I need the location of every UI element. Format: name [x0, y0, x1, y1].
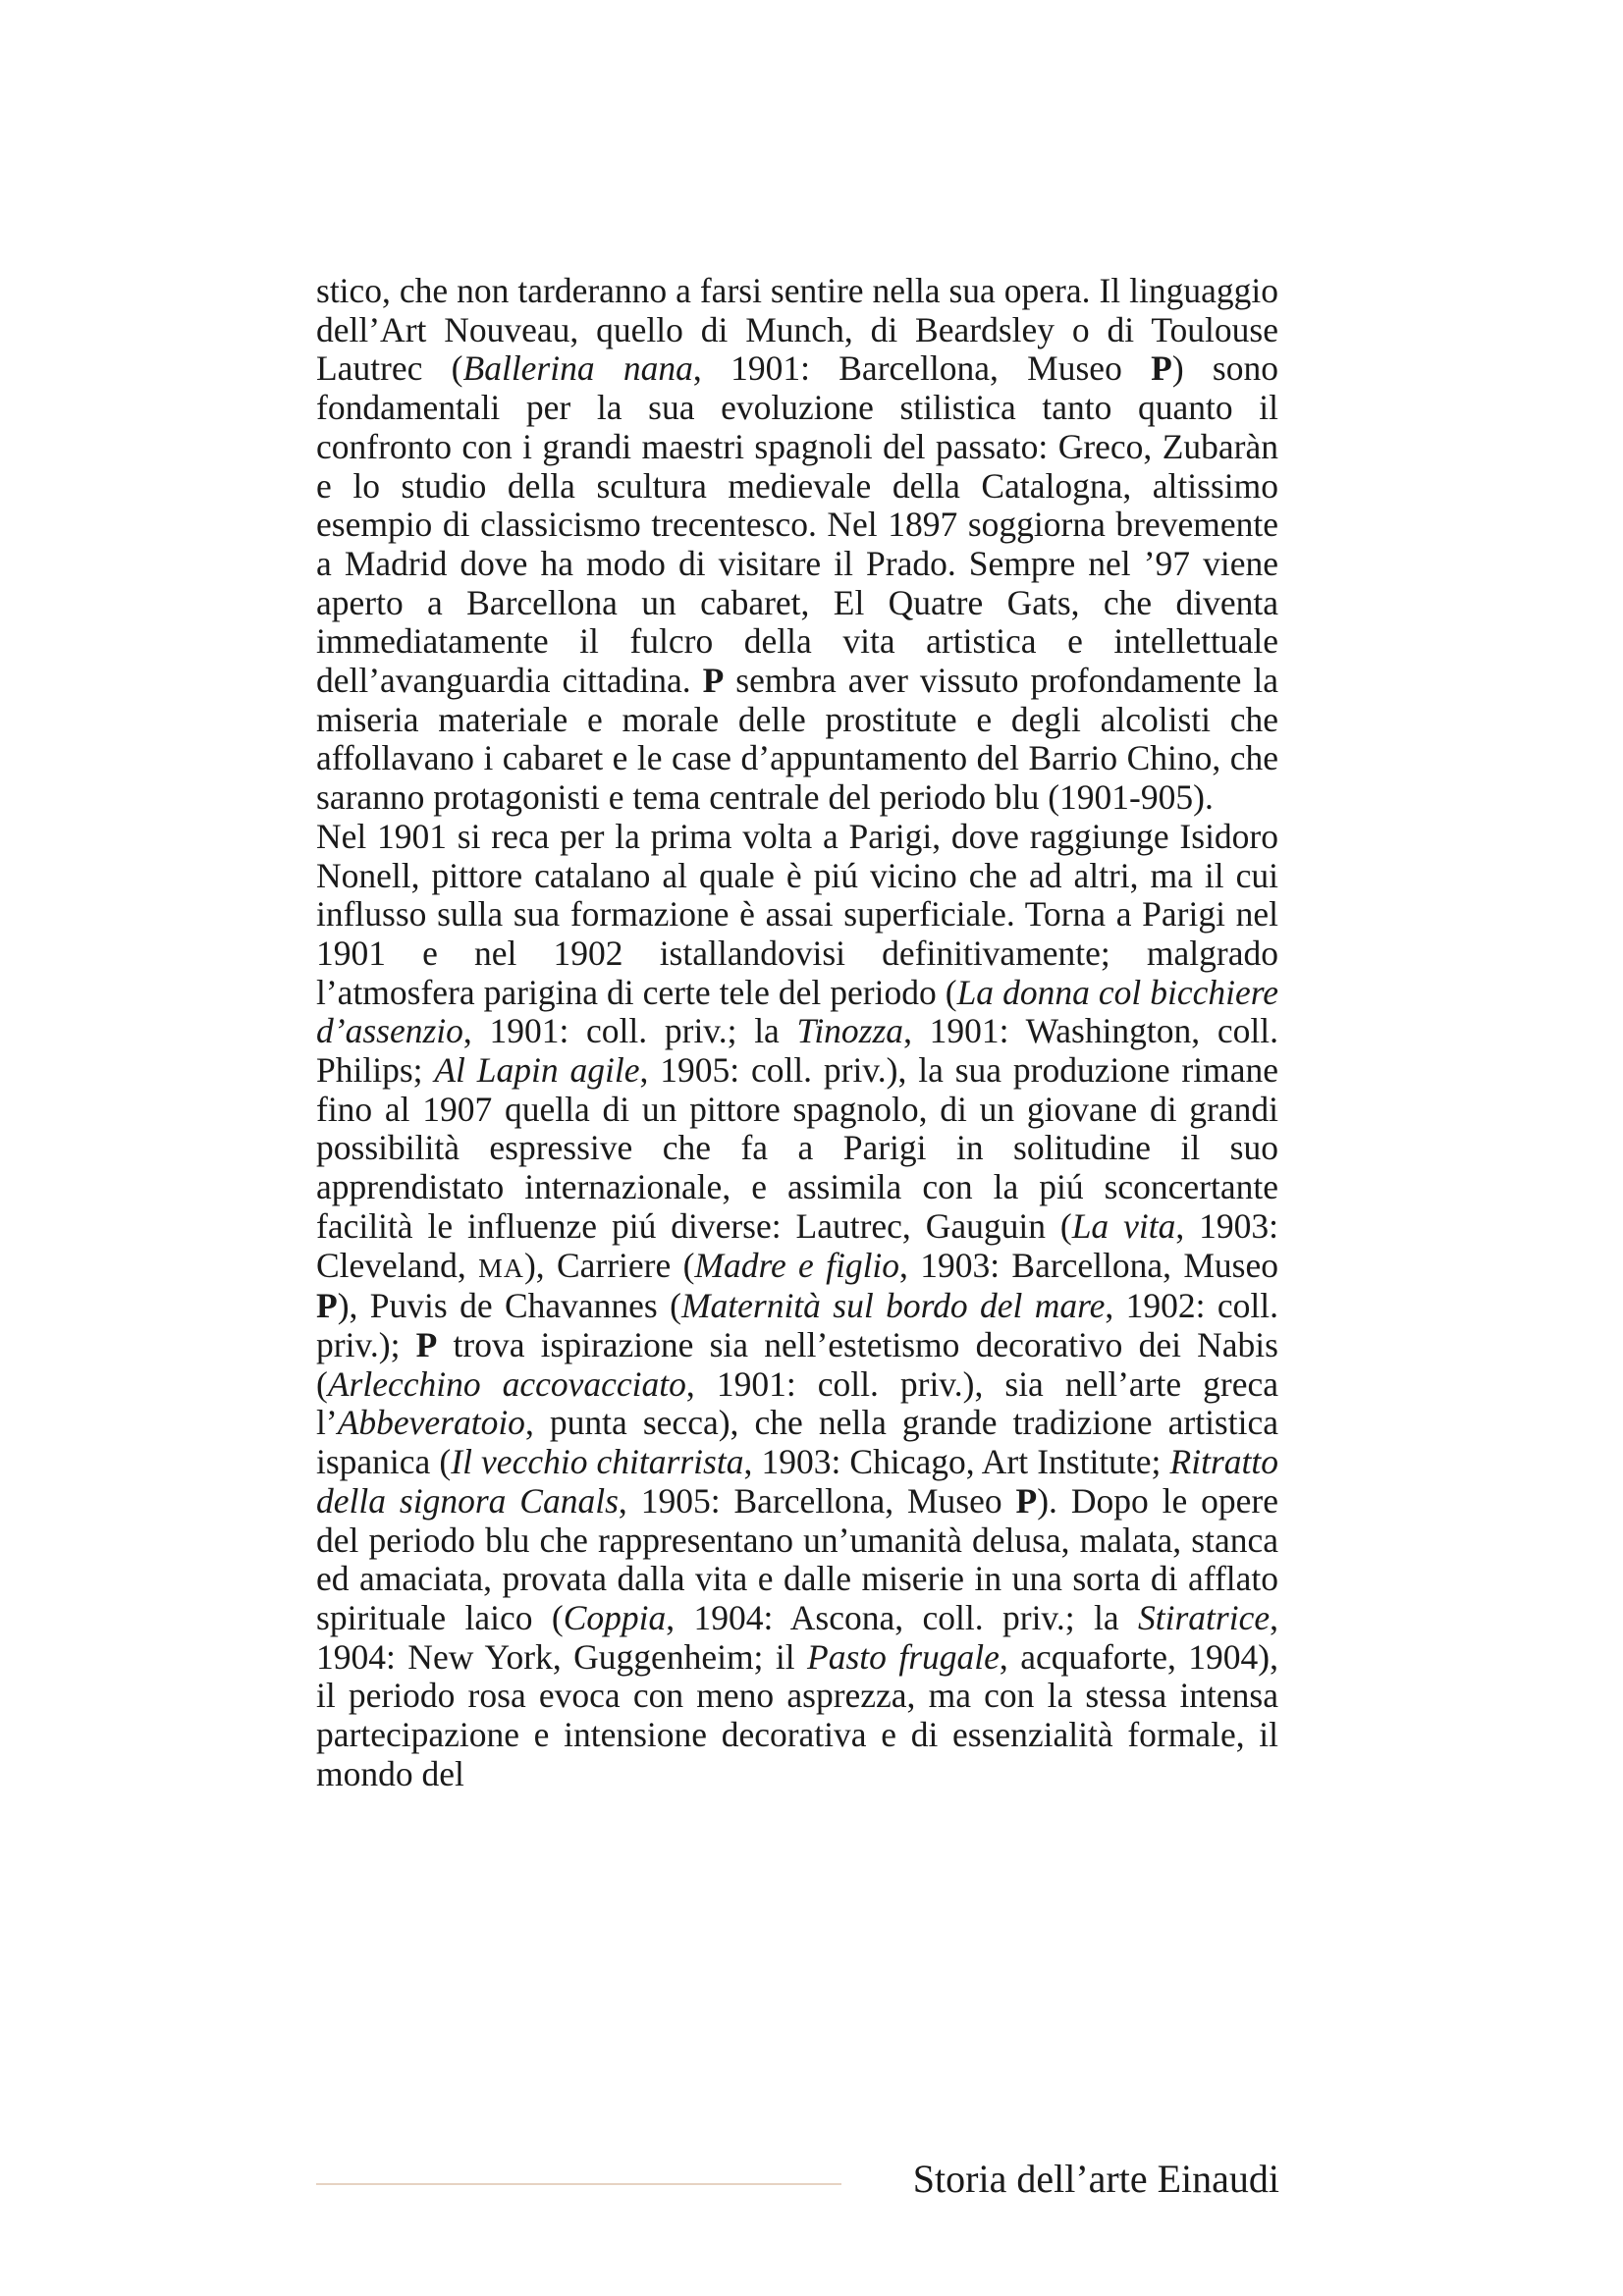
bold-abbrev: P: [316, 1286, 338, 1326]
text-run: ) sono fondamentali per la sua evoluzione stilistica tanto quanto il confronto con i grandi maestri spagnoli del passato: Greco, Zubaràn e lo studio della scultura medievale della Catalogna, altissimo esempio di classicismo trecentesco. Nel 1897 soggiorna brevemente a Madrid dove ha modo di visitare il Prado. Sempre nel ’97 viene aperto a Barcellona un cabaret, El Quatre Gats, che diventa immediatamente il fulcro della vita artistica e intellettuale dell’avanguardia cittadina.: [316, 348, 1278, 701]
text-run: ). Dopo le opere del periodo blu che rappresentano un’umanità delusa, malata, stanca ed amaciata, provata dalla vita e dalle miserie in una sorta di afflato spirituale laico (: [316, 1480, 1278, 1637]
footer-rule: [316, 2183, 841, 2185]
italic-title: La donna col bicchiere d’assenzio: [316, 972, 1278, 1051]
italic-title: La vita: [1071, 1205, 1176, 1246]
italic-title: Al Lapin agile: [434, 1050, 640, 1091]
small-caps-abbrev: MA: [478, 1252, 524, 1283]
bold-abbrev: P: [1015, 1480, 1038, 1521]
text-run: , 1905: coll. priv.), la sua produzione rimane fino al 1907 quella di un pittore spagnolo, di un giovane di grandi possibilità espressive che fa a Parigi in solitudine il suo apprendistato internazionale, e assimila con la piú sconcertante facilità le influenze piú diverse: Lautrec, Gauguin (: [316, 1050, 1278, 1246]
italic-title: Stiratrice: [1138, 1597, 1271, 1637]
text-run: trova ispirazione sia nell’estetismo decorativo dei Nabis (: [316, 1324, 1278, 1404]
text-run: stico, che non tarderanno a farsi sentire nella sua opera. Il linguaggio dell’Art Nouveau, quello di Munch, di Beardsley o di Toulouse Lautrec (: [316, 271, 1278, 389]
bold-abbrev: P: [702, 661, 725, 701]
italic-title: Il vecchio chitarrista: [451, 1442, 744, 1482]
italic-title: Arlecchino accovacciato: [327, 1363, 686, 1404]
text-run: , 1901: coll. priv.; la: [462, 1011, 797, 1051]
text-run: Nel 1901 si reca per la prima volta a Parigi, dove raggiunge Isidoro Nonell, pittore catalano al quale è piú vicino che ad altri, ma il cui influsso sulla sua formazione è assai superficiale. Torna a Parigi nel 1901 e nel 1902 istallandovisi definitivamente; malgrado l’atmosfera parigina di certe tele del periodo (: [316, 816, 1278, 1012]
text-run: , 1903: Cleveland,: [316, 1205, 1278, 1285]
text-run: ), Puvis de Chavannes (: [337, 1286, 681, 1326]
italic-title: Tinozza: [796, 1011, 904, 1051]
paragraph: [316, 818, 1278, 1794]
footer-title: Storia dell’arte Einaudi: [912, 2157, 1279, 2201]
text-run: , 1901: Barcellona, Museo: [692, 348, 1152, 389]
italic-title: Ritratto della signora Canals: [316, 1442, 1278, 1521]
text-run: ), Carriere (: [523, 1245, 695, 1285]
text-run: , acquaforte, 1904), il periodo rosa evoca con meno asprezza, ma con la stessa intensa partecipazione e intensione decorativa e di essenzialità formale, il mondo del: [316, 1636, 1278, 1793]
text-run: , punta secca), che nella grande tradizione artistica ispanica (: [316, 1403, 1278, 1482]
italic-title: Ballerina nana: [462, 348, 693, 389]
italic-title: Maternità sul bordo del mare: [680, 1286, 1106, 1326]
text-run: , 1904: Ascona, coll. priv.; la: [666, 1597, 1139, 1637]
text-run: , 1901: Washington, coll. Philips;: [316, 1011, 1278, 1091]
text-run: , 1903: Barcellona, Museo: [899, 1245, 1278, 1285]
italic-title: Abbeveratoio: [337, 1403, 525, 1443]
bold-abbrev: P: [415, 1324, 438, 1364]
text-run: , 1904: New York, Guggenheim; il: [316, 1597, 1278, 1677]
text-run: , 1905: Barcellona, Museo: [618, 1480, 1016, 1521]
bold-abbrev: P: [1151, 348, 1172, 389]
italic-title: Coppia: [563, 1597, 667, 1637]
text-run: , 1902: coll. priv.);: [316, 1286, 1278, 1364]
italic-title: Madre e figlio: [694, 1245, 900, 1285]
text-run: , 1901: coll. priv.), sia nell’arte greca l’: [316, 1363, 1278, 1443]
text-run: sembra aver vissuto profondamente la miseria materiale e morale delle prostitute e degli alcolisti che affollavano i cabaret e le case d’appuntamento del Barrio Chino, che saranno protagonisti e tema centrale del periodo blu (1901-905).: [316, 661, 1278, 818]
paragraph: [316, 272, 1278, 818]
body-text: [316, 272, 1278, 1793]
text-run: , 1903: Chicago, Art Institute;: [743, 1442, 1170, 1482]
italic-title: Pasto frugale: [807, 1636, 1000, 1677]
